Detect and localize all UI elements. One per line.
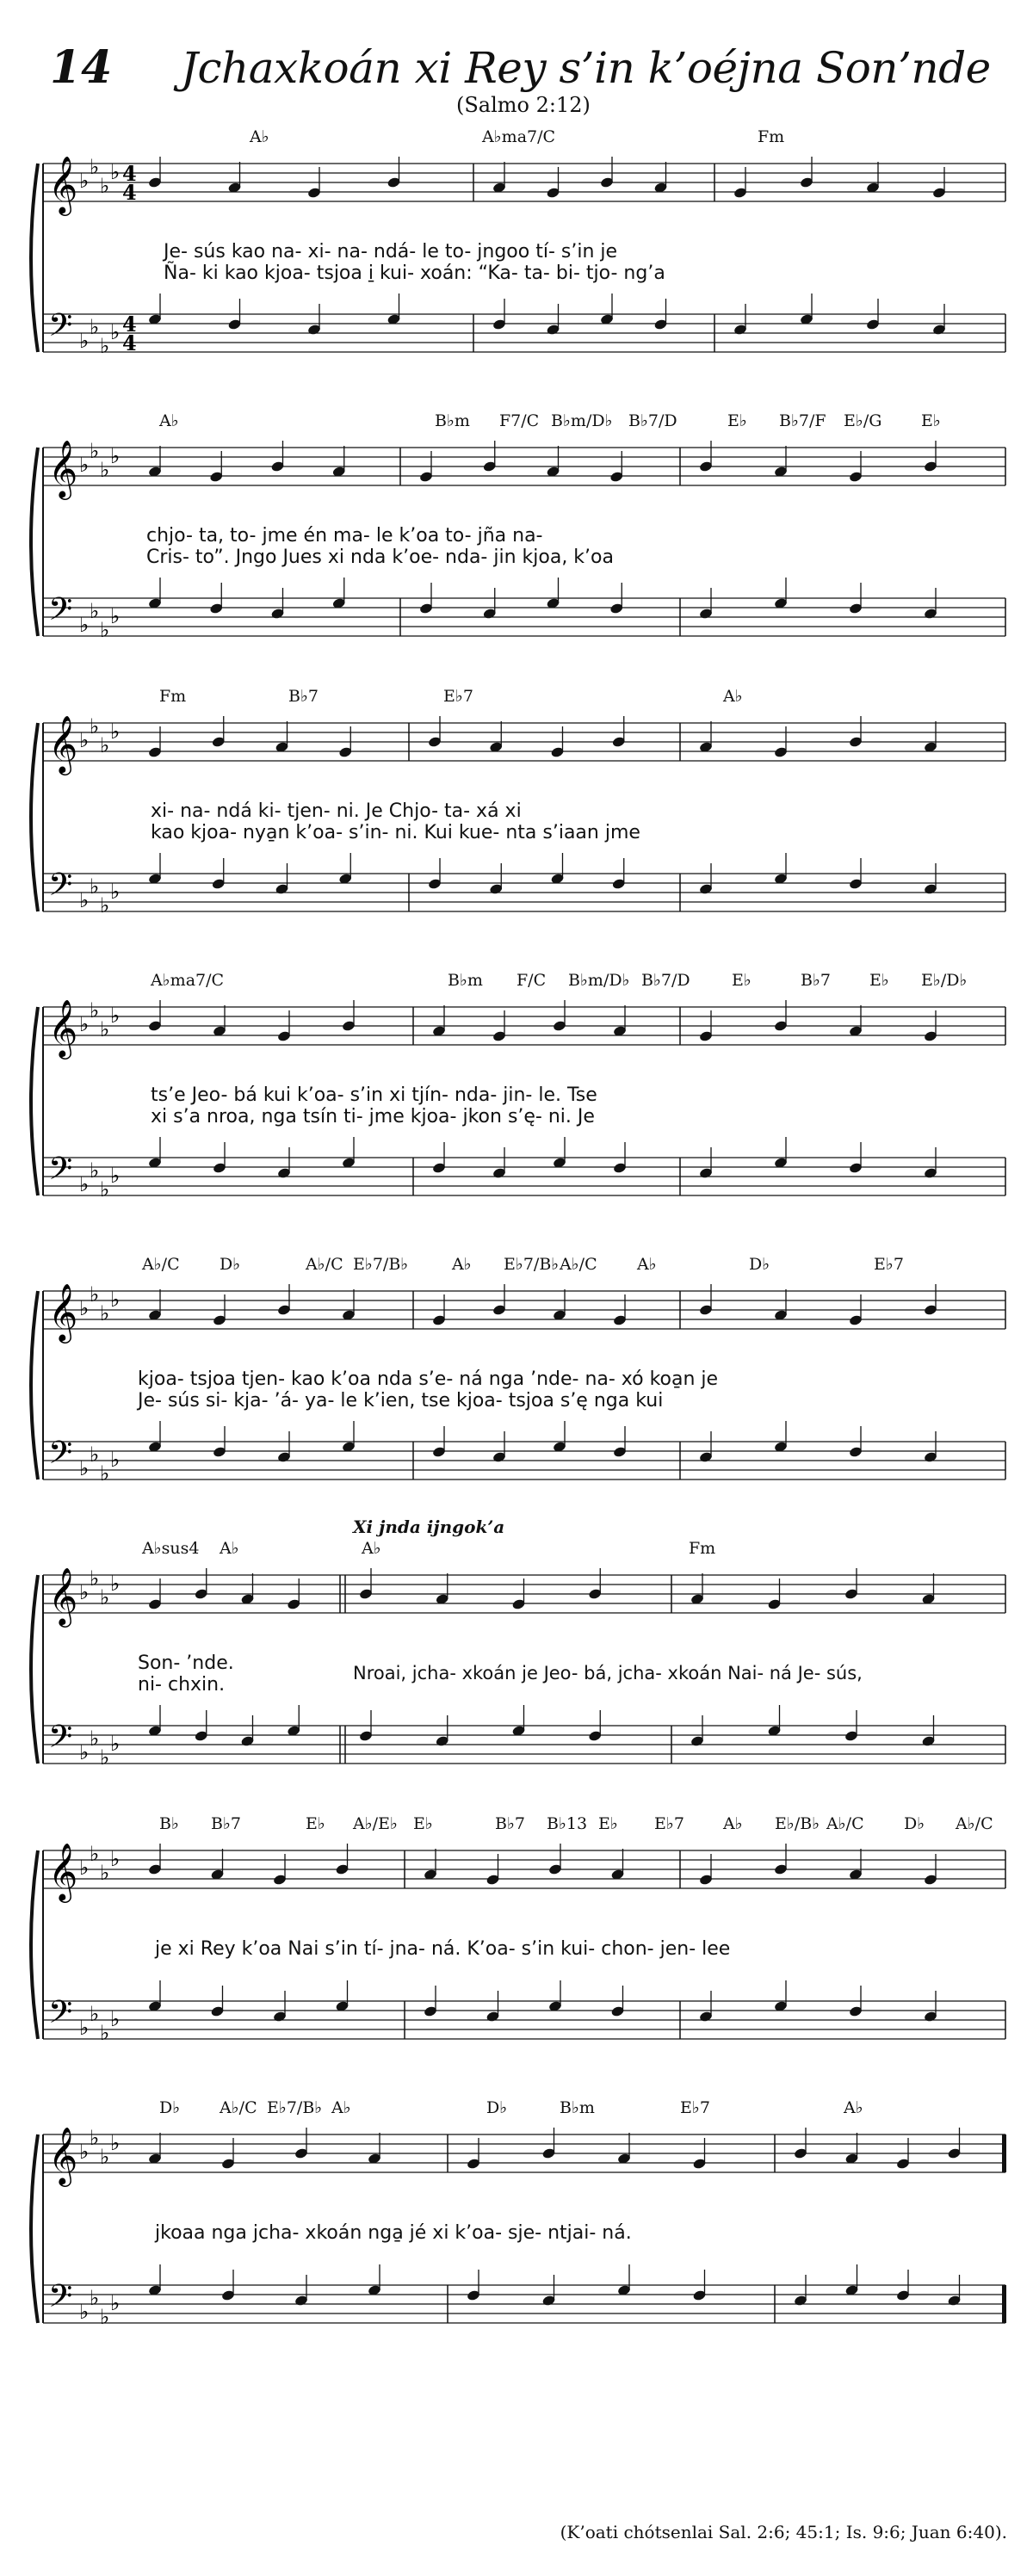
brace bbox=[31, 2134, 38, 2323]
flat-icon: ♭ bbox=[79, 2300, 90, 2324]
flat-icon: ♭ bbox=[100, 733, 110, 757]
flat-icon: ♭ bbox=[100, 1745, 110, 1770]
hymn-title: Jchaxkoán xi Rey s’in k’oéjna Son’nde bbox=[181, 43, 991, 93]
flat-icon: ♭ bbox=[79, 1456, 90, 1480]
flat-icon: ♭ bbox=[100, 1017, 110, 1041]
flat-icon: ♭ bbox=[79, 613, 90, 637]
flat-icon: ♭ bbox=[110, 1164, 121, 1188]
lyric-verse-2: Je- sús si- kja- ’á- ya- le k’ien, tse kjoa- tsjoa s’ę nga kui bbox=[138, 1390, 664, 1412]
treble-clef-icon: 𝄞 bbox=[48, 2126, 78, 2184]
bass-clef-icon: 𝄢 bbox=[48, 1994, 73, 2038]
chord-symbol: A♭/C bbox=[142, 1255, 180, 1274]
chord-symbol: D♭ bbox=[220, 1255, 241, 1274]
chord-symbol: E♭/G bbox=[844, 411, 882, 430]
flat-icon: ♭ bbox=[90, 2002, 100, 2026]
chord-symbol: E♭7/B♭ bbox=[504, 1255, 560, 1274]
flat-icon: ♭ bbox=[90, 714, 100, 738]
lyric-verse-1: xi- na- ndá ki- tjen- ni. Je Chjo- ta- xá xi bbox=[151, 800, 522, 822]
chord-symbol: A♭ bbox=[362, 1539, 381, 1558]
chord-symbol: F7/C bbox=[499, 411, 540, 430]
lyric-verse-1: kjoa- tsjoa tjen- kao k’oa nda s’e- ná nga ’nde- na- xó koa̱n je bbox=[138, 1368, 719, 1390]
chord-symbol: A♭/C bbox=[306, 1255, 343, 1274]
chord-symbol: A♭ma7/C bbox=[151, 971, 225, 990]
music-system bbox=[0, 973, 1033, 1231]
flat-icon: ♭ bbox=[90, 1566, 100, 1591]
bass-clef-icon: 𝄢 bbox=[48, 307, 73, 351]
flat-icon: ♭ bbox=[110, 880, 121, 904]
flat-icon: ♭ bbox=[110, 444, 121, 468]
lyric-verse-1: Son- ’nde. bbox=[138, 1652, 234, 1674]
flat-icon: ♭ bbox=[90, 1158, 100, 1183]
lyric-verse-1: Je- sús kao na- xi- na- ndá- le to- jngoo tí- s’in je bbox=[164, 241, 618, 263]
music-system bbox=[0, 1257, 1033, 1515]
hymn-number: 14 bbox=[50, 41, 113, 94]
flat-icon: ♭ bbox=[90, 155, 100, 179]
chord-symbol: E♭ bbox=[732, 971, 752, 990]
bass-clef-icon: 𝄢 bbox=[48, 591, 73, 635]
brace bbox=[31, 723, 38, 911]
chord-symbol: B♭ bbox=[159, 1814, 179, 1833]
chord-symbol: E♭7/B♭ bbox=[267, 2098, 323, 2117]
chord-symbol: Fm bbox=[758, 127, 785, 146]
chord-symbol: A♭ bbox=[723, 687, 743, 706]
flat-icon: ♭ bbox=[110, 1847, 121, 1871]
brace bbox=[31, 1007, 38, 1195]
chord-symbol: E♭ bbox=[869, 971, 889, 990]
music-system bbox=[0, 413, 1033, 671]
chord-symbol: B♭13 bbox=[547, 1814, 588, 1833]
flat-icon: ♭ bbox=[100, 1861, 110, 1885]
chord-symbol: E♭7 bbox=[874, 1255, 904, 1274]
chord-symbol: E♭ bbox=[727, 411, 747, 430]
flat-icon: ♭ bbox=[100, 893, 110, 917]
chord-symbol: A♭ bbox=[844, 2098, 863, 2117]
chord-symbol: E♭7 bbox=[680, 2098, 710, 2117]
chord-symbol: B♭7 bbox=[288, 687, 319, 706]
chord-symbol: B♭m bbox=[435, 411, 470, 430]
flat-icon: ♭ bbox=[79, 1856, 90, 1880]
chord-symbol: A♭ bbox=[159, 411, 179, 430]
brace bbox=[31, 164, 38, 352]
lyric-verse-2: Ña- ki kao kjoa- tsjoa i̱ kui- xoán: “Ka- ta- bi- tjo- ng’a bbox=[164, 263, 665, 284]
chord-symbol: A♭sus4 bbox=[142, 1539, 200, 1558]
treble-clef-icon: 𝄞 bbox=[48, 155, 78, 213]
chord-symbol: E♭ bbox=[306, 1814, 325, 1833]
bass-clef-icon: 𝄢 bbox=[48, 1719, 73, 1763]
footnote: (K’oati chótsenlai Sal. 2:6; 45:1; Is. 9:6; Juan 6:40). bbox=[560, 2522, 1007, 2542]
flat-icon: ♭ bbox=[90, 1442, 100, 1467]
flat-icon: ♭ bbox=[79, 169, 90, 193]
chord-symbol: E♭7 bbox=[443, 687, 473, 706]
flat-icon: ♭ bbox=[100, 2021, 110, 2045]
flat-icon: ♭ bbox=[90, 1842, 100, 1866]
flat-icon: ♭ bbox=[100, 1301, 110, 1325]
chord-symbol: A♭ma7/C bbox=[482, 127, 556, 146]
lyric-verse-1: chjo- ta, to- jme én ma- le k’oa to- jña na- bbox=[146, 525, 543, 547]
flat-icon: ♭ bbox=[100, 1585, 110, 1609]
music-system bbox=[0, 1816, 1033, 2074]
flat-icon: ♭ bbox=[79, 1172, 90, 1196]
flat-icon: ♭ bbox=[100, 458, 110, 482]
bass-clef-icon: 𝄢 bbox=[48, 1435, 73, 1479]
chord-symbol: A♭/C bbox=[220, 2098, 257, 2117]
chord-symbol: A♭ bbox=[637, 1255, 657, 1274]
time-signature: 4 bbox=[122, 312, 137, 337]
flat-icon: ♭ bbox=[110, 1448, 121, 1472]
music-system bbox=[0, 2100, 1033, 2358]
chord-symbol: D♭ bbox=[749, 1255, 770, 1274]
chord-symbol: A♭ bbox=[723, 1814, 743, 1833]
flat-icon: ♭ bbox=[110, 2131, 121, 2155]
lyric-refrain: Nroai, jcha- xkoán je Jeo- bá, jcha- xkoán Nai- ná Je- sús, bbox=[353, 1663, 863, 1683]
time-signature: 4 bbox=[122, 180, 137, 205]
flat-icon: ♭ bbox=[110, 1732, 121, 1756]
flat-icon: ♭ bbox=[100, 618, 110, 642]
brace bbox=[31, 1575, 38, 1764]
flat-icon: ♭ bbox=[90, 1727, 100, 1751]
flat-icon: ♭ bbox=[90, 2286, 100, 2310]
flat-icon: ♭ bbox=[90, 439, 100, 463]
brace bbox=[31, 448, 38, 636]
flat-icon: ♭ bbox=[79, 2016, 90, 2040]
bass-clef-icon: 𝄢 bbox=[48, 1151, 73, 1195]
performance-direction: Xi jnda ijngok’a bbox=[353, 1517, 505, 1537]
time-signature: 4 bbox=[122, 330, 137, 355]
scripture-reference: (Salmo 2:12) bbox=[456, 93, 591, 117]
flat-icon: ♭ bbox=[90, 599, 100, 623]
flat-icon: ♭ bbox=[79, 1740, 90, 1764]
flat-icon: ♭ bbox=[100, 1177, 110, 1202]
chord-symbol: F/C bbox=[516, 971, 547, 990]
flat-icon: ♭ bbox=[100, 1461, 110, 1486]
chord-symbol: D♭ bbox=[159, 2098, 181, 2117]
chord-symbol: B♭7/D bbox=[641, 971, 690, 990]
lyric-verse-1: je xi Rey k’oa Nai s’in tí- jna- ná. K’oa- s’in kui- chon- jen- lee bbox=[155, 1938, 731, 1960]
treble-clef-icon: 𝄞 bbox=[48, 439, 78, 497]
chord-symbol: E♭/D♭ bbox=[921, 971, 968, 990]
chord-symbol: E♭ bbox=[598, 1814, 618, 1833]
lyric-verse-2: ni- chxin. bbox=[138, 1674, 226, 1696]
chord-symbol: D♭ bbox=[486, 2098, 508, 2117]
flat-icon: ♭ bbox=[110, 320, 121, 344]
chord-symbol: B♭7 bbox=[211, 1814, 242, 1833]
final-barline bbox=[1002, 2285, 1006, 2323]
chord-symbol: B♭7 bbox=[801, 971, 832, 990]
chord-symbol: B♭7 bbox=[495, 1814, 526, 1833]
flat-icon: ♭ bbox=[110, 1288, 121, 1312]
chord-symbol: B♭7/F bbox=[779, 411, 826, 430]
flat-icon: ♭ bbox=[90, 315, 100, 339]
lyric-verse-2: kao kjoa- nya̱n k’oa- s’in- ni. Kui kue- nta s’iaan jme bbox=[151, 822, 640, 843]
music-system bbox=[0, 689, 1033, 947]
bass-clef-icon: 𝄢 bbox=[48, 2278, 73, 2322]
chord-symbol: A♭ bbox=[452, 1255, 472, 1274]
flat-icon: ♭ bbox=[90, 1282, 100, 1307]
bass-clef-icon: 𝄢 bbox=[48, 867, 73, 911]
flat-icon: ♭ bbox=[100, 2145, 110, 2169]
chord-symbol: A♭ bbox=[220, 1539, 239, 1558]
flat-icon: ♭ bbox=[110, 604, 121, 628]
flat-icon: ♭ bbox=[110, 2007, 121, 2031]
chord-symbol: E♭7/B♭ bbox=[353, 1255, 409, 1274]
lyric-verse-2: xi s’a nroa, nga tsín ti- jme kjoa- jkon s’ę- ni. Je bbox=[151, 1106, 595, 1127]
chord-symbol: E♭ bbox=[413, 1814, 433, 1833]
chord-symbol: B♭m/D♭ bbox=[568, 971, 630, 990]
flat-icon: ♭ bbox=[100, 174, 110, 198]
music-system bbox=[0, 1517, 1033, 1799]
treble-clef-icon: 𝄞 bbox=[48, 1842, 78, 1900]
flat-icon: ♭ bbox=[110, 720, 121, 744]
flat-icon: ♭ bbox=[79, 888, 90, 912]
lyric-verse-1: ts’e Jeo- bá kui k’oa- s’in xi tjín- nda- jin- le. Tse bbox=[151, 1084, 597, 1106]
flat-icon: ♭ bbox=[110, 1004, 121, 1028]
treble-clef-icon: 𝄞 bbox=[48, 714, 78, 773]
brace bbox=[31, 1291, 38, 1480]
chord-symbol: E♭ bbox=[921, 411, 941, 430]
time-signature: 4 bbox=[122, 161, 137, 186]
treble-clef-icon: 𝄞 bbox=[48, 1282, 78, 1341]
treble-clef-icon: 𝄞 bbox=[48, 1566, 78, 1625]
flat-icon: ♭ bbox=[79, 1296, 90, 1320]
flat-icon: ♭ bbox=[100, 334, 110, 358]
treble-clef-icon: 𝄞 bbox=[48, 998, 78, 1057]
chord-symbol: Fm bbox=[159, 687, 187, 706]
flat-icon: ♭ bbox=[110, 1572, 121, 1596]
chord-symbol: B♭7/D bbox=[628, 411, 677, 430]
brace bbox=[31, 1850, 38, 2039]
flat-icon: ♭ bbox=[79, 453, 90, 477]
flat-icon: ♭ bbox=[90, 998, 100, 1022]
chord-symbol: A♭ bbox=[250, 127, 269, 146]
final-barline bbox=[1002, 2134, 1006, 2172]
chord-symbol: A♭/C bbox=[826, 1814, 864, 1833]
chord-symbol: A♭/E♭ bbox=[353, 1814, 398, 1833]
flat-icon: ♭ bbox=[79, 329, 90, 353]
chord-symbol: A♭ bbox=[331, 2098, 351, 2117]
chord-symbol: A♭/C bbox=[560, 1255, 597, 1274]
chord-symbol: E♭7 bbox=[654, 1814, 684, 1833]
lyric-verse-2: Cris- to”. Jngo Jues xi nda k’oe- nda- jin kjoa, k’oa bbox=[146, 547, 614, 568]
chord-symbol: A♭/C bbox=[956, 1814, 993, 1833]
chord-symbol: D♭ bbox=[904, 1814, 925, 1833]
flat-icon: ♭ bbox=[79, 728, 90, 752]
chord-symbol: B♭m bbox=[560, 2098, 595, 2117]
chord-symbol: E♭/B♭ bbox=[775, 1814, 820, 1833]
flat-icon: ♭ bbox=[90, 2126, 100, 2150]
chord-symbol: B♭m bbox=[448, 971, 483, 990]
flat-icon: ♭ bbox=[110, 2291, 121, 2315]
lyric-verse-1: jkoaa nga jcha- xkoán nga̱ jé xi k’oa- sje- ntjai- ná. bbox=[155, 2222, 632, 2244]
flat-icon: ♭ bbox=[90, 874, 100, 899]
flat-icon: ♭ bbox=[79, 1012, 90, 1036]
flat-icon: ♭ bbox=[100, 2305, 110, 2329]
flat-icon: ♭ bbox=[110, 160, 121, 184]
flat-icon: ♭ bbox=[79, 1580, 90, 1604]
music-system bbox=[0, 129, 1033, 387]
chord-symbol: Fm bbox=[689, 1539, 716, 1558]
chord-symbol: B♭m/D♭ bbox=[551, 411, 613, 430]
flat-icon: ♭ bbox=[79, 2140, 90, 2164]
